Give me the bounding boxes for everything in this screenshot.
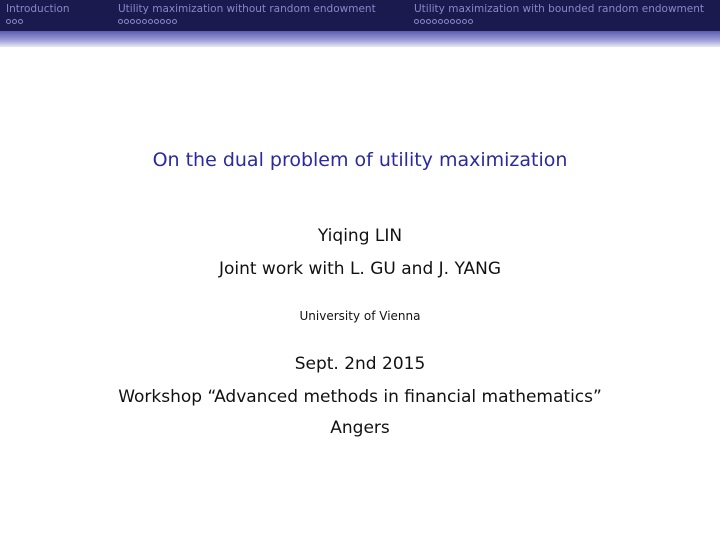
author-name: Yiqing LIN	[317, 226, 403, 246]
frame-dot[interactable]	[136, 19, 141, 24]
nav-dots-bounded-endowment	[414, 19, 473, 25]
frame-dot[interactable]	[148, 19, 153, 24]
frame-dot[interactable]	[172, 19, 177, 24]
frame-dot[interactable]	[160, 19, 165, 24]
nav-section-bounded-endowment[interactable]: Utility maximization with bounded random endowment	[414, 3, 705, 15]
frame-dot[interactable]	[6, 19, 11, 24]
frame-dot[interactable]	[432, 19, 437, 24]
frame-dot[interactable]	[18, 19, 23, 24]
navigation-gradient-band	[0, 31, 720, 47]
frame-dot[interactable]	[118, 19, 123, 24]
frame-dot[interactable]	[12, 19, 17, 24]
presentation-date: Sept. 2nd 2015	[294, 354, 426, 374]
frame-dot[interactable]	[438, 19, 443, 24]
nav-section-without-endowment[interactable]: Utility maximization without random endowment	[118, 3, 376, 15]
slide-title: On the dual problem of utility maximization	[152, 149, 568, 171]
event-name: Workshop “Advanced methods in financial mathematics”	[118, 387, 602, 407]
frame-dot[interactable]	[166, 19, 171, 24]
frame-dot[interactable]	[450, 19, 455, 24]
frame-dot[interactable]	[462, 19, 467, 24]
coauthors-line: Joint work with L. GU and J. YANG	[218, 259, 502, 279]
nav-dots-introduction	[6, 19, 23, 25]
institute: University of Vienna	[299, 309, 421, 323]
frame-dot[interactable]	[420, 19, 425, 24]
frame-dot[interactable]	[124, 19, 129, 24]
nav-section-introduction[interactable]: Introduction	[6, 3, 70, 15]
event-location: Angers	[330, 418, 390, 438]
frame-dot[interactable]	[154, 19, 159, 24]
frame-dot[interactable]	[414, 19, 419, 24]
frame-dot[interactable]	[426, 19, 431, 24]
nav-dots-without-endowment	[118, 19, 177, 25]
frame-dot[interactable]	[456, 19, 461, 24]
frame-dot[interactable]	[130, 19, 135, 24]
section-navigation-bar	[0, 0, 720, 31]
frame-dot[interactable]	[468, 19, 473, 24]
frame-dot[interactable]	[444, 19, 449, 24]
frame-dot[interactable]	[142, 19, 147, 24]
